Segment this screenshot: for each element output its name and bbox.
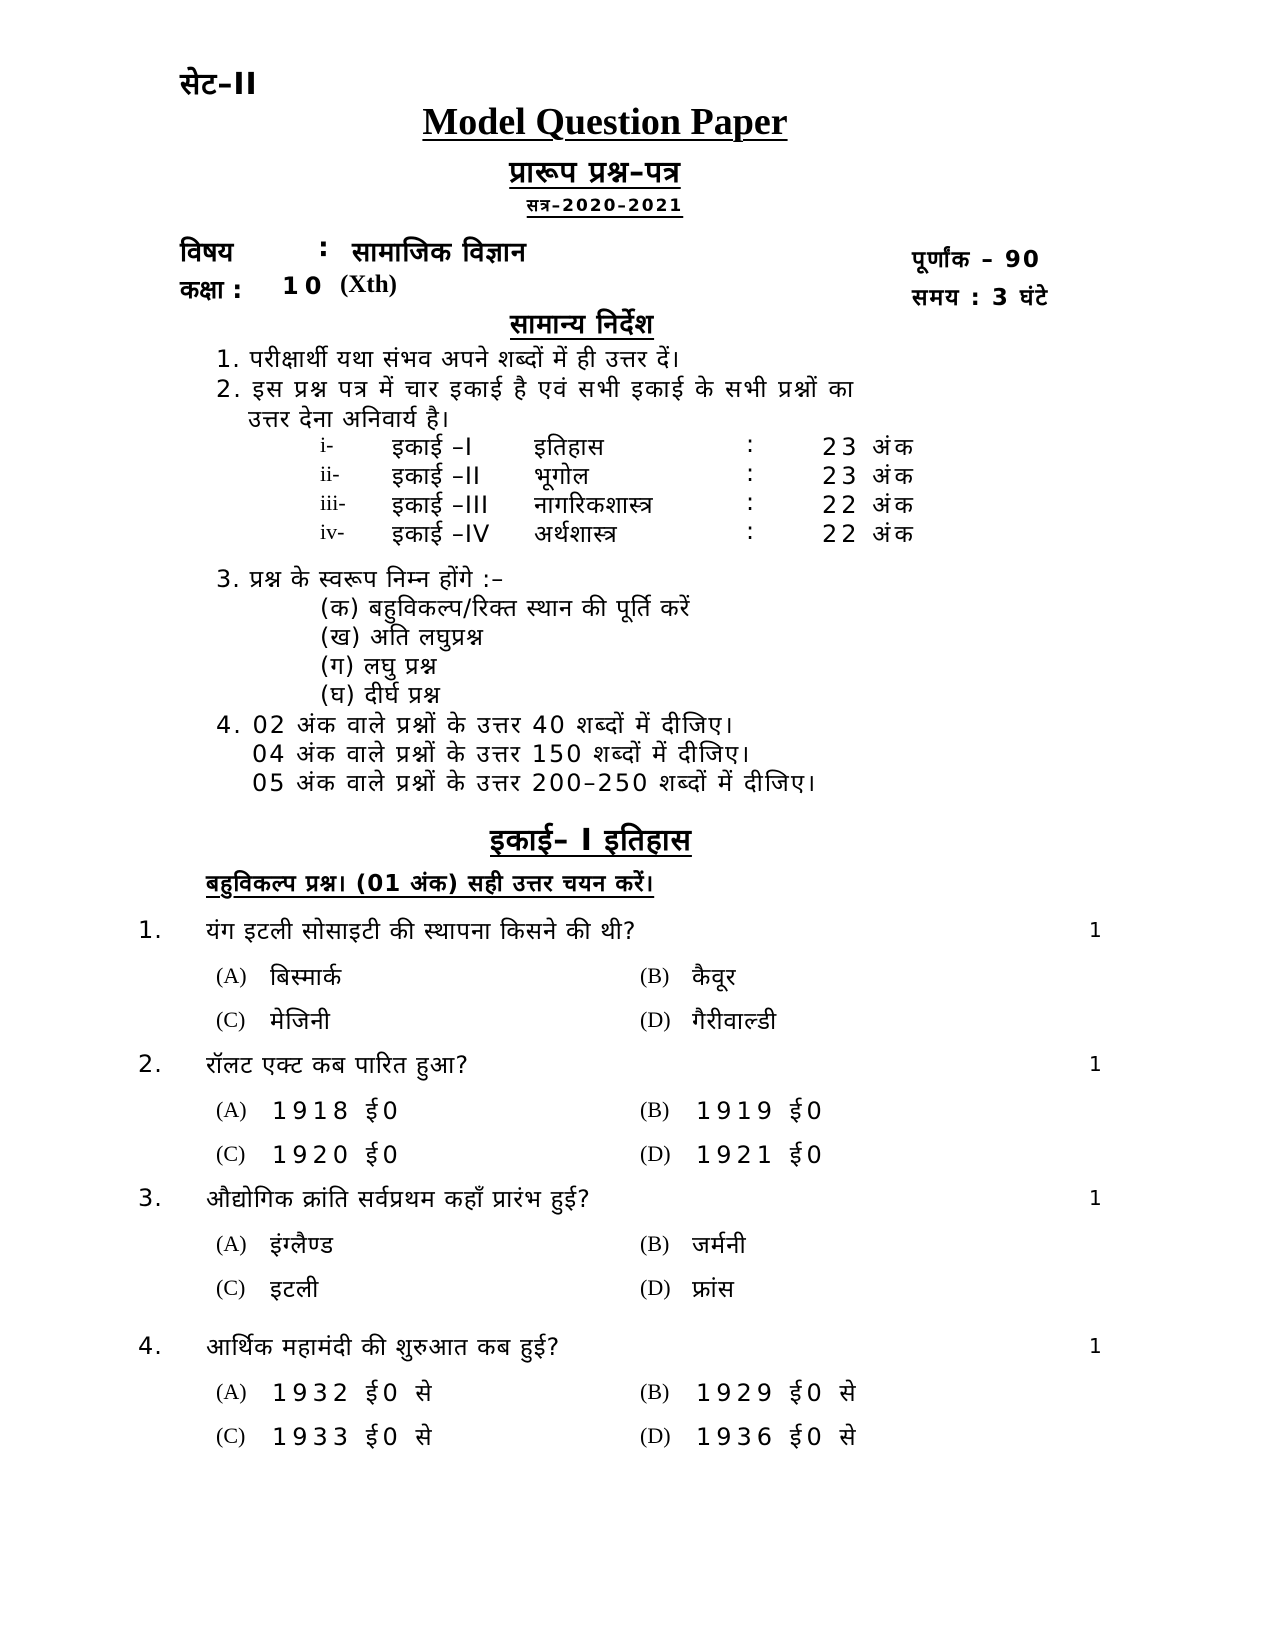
subject-label: विषय: [180, 237, 234, 268]
unit-marks: 23 अंक: [822, 462, 917, 490]
section-heading: इकाई– I इतिहास: [490, 823, 692, 858]
class-english: (Xth): [340, 271, 397, 298]
unit-separator: :: [746, 488, 756, 516]
unit-name: अर्थशास्त्र: [534, 520, 618, 548]
unit-label: इकाई –I: [392, 433, 473, 461]
unit-name: भूगोल: [534, 462, 590, 490]
instruction-2-cont: उत्तर देना अनिवार्य है।: [248, 405, 450, 433]
option-label: (B): [640, 1097, 670, 1122]
instruction-2: 2. इस प्रश्न पत्र में चार इकाई है एवं सभी इकाई के सभी प्रश्नों का: [216, 375, 856, 403]
question-text: औद्योगिक क्रांति सर्वप्रथम कहाँ प्रारंभ हुई?: [206, 1185, 591, 1213]
page-title-english: Model Question Paper: [422, 101, 788, 143]
question-text: आर्थिक महामंदी की शुरुआत कब हुई?: [206, 1333, 561, 1361]
option-label: (C): [216, 1007, 246, 1032]
instruction-3: 3. प्रश्न के स्वरूप निम्न होंगे :–: [216, 565, 505, 593]
unit-marks: 22 अंक: [822, 491, 917, 519]
unit-num: iii-: [320, 490, 346, 515]
option-text: गैरीवाल्डी: [692, 1007, 778, 1035]
option-label: (A): [216, 1379, 247, 1404]
class-label: कक्षा :: [180, 275, 243, 304]
instruction-1: 1. परीक्षार्थी यथा संभव अपने शब्दों में ही उत्तर दें।: [216, 345, 681, 373]
option-text: 1929 ई0 से: [696, 1379, 861, 1407]
unit-name: नागरिकशास्त्र: [534, 491, 654, 519]
option-label: (A): [216, 1231, 247, 1256]
page-title-hindi: प्रारूप प्रश्न–पत्र: [509, 155, 681, 190]
question-text: रॉलट एक्ट कब पारित हुआ?: [206, 1051, 470, 1079]
option-text: 1921 ई0: [696, 1141, 827, 1169]
instruction-4-line3: 05 अंक वाले प्रश्नों के उत्तर 200–250 शब्दों में दीजिए।: [252, 769, 818, 797]
option-label: (C): [216, 1423, 246, 1448]
unit-separator: :: [746, 517, 756, 545]
option-text: इटली: [270, 1275, 320, 1303]
session: सत्र–2020–2021: [526, 196, 684, 216]
set-label: सेट–II: [180, 67, 258, 102]
option-text: 1918 ई0: [272, 1097, 403, 1125]
section-subheading: बहुविकल्प प्रश्न। (01 अंक) सही उत्तर चयन करें।: [206, 871, 655, 897]
option-label: (B): [640, 1379, 670, 1404]
question-marks: 1: [1089, 1334, 1102, 1358]
option-text: मेजिनी: [270, 1007, 331, 1035]
option-label: (D): [640, 1007, 671, 1032]
unit-name: इतिहास: [534, 433, 605, 461]
unit-num: i-: [320, 432, 334, 457]
question-text: यंग इटली सोसाइटी की स्थापना किसने की थी?: [206, 917, 637, 945]
option-label: (C): [216, 1141, 246, 1166]
option-text: इंग्लैण्ड: [270, 1231, 335, 1259]
unit-marks: 23 अंक: [822, 433, 917, 461]
option-text: 1933 ई0 से: [272, 1423, 437, 1451]
option-label: (C): [216, 1275, 246, 1300]
unit-label: इकाई –III: [392, 491, 490, 519]
option-label: (A): [216, 963, 247, 988]
option-text: फ्रांस: [692, 1275, 735, 1303]
question-number: 3.: [138, 1184, 163, 1212]
question-marks: 1: [1089, 1052, 1102, 1076]
unit-separator: :: [746, 459, 756, 487]
option-text: 1936 ई0 से: [696, 1423, 861, 1451]
instructions-heading: सामान्य निर्देश: [510, 309, 655, 340]
option-text: बिस्मार्क: [270, 963, 343, 991]
option-text: जर्मनी: [692, 1231, 747, 1259]
max-marks: पूर्णांक – 90: [912, 247, 1041, 273]
question-number: 2.: [138, 1050, 163, 1078]
unit-num: iv-: [320, 519, 345, 544]
instruction-4-line2: 04 अंक वाले प्रश्नों के उत्तर 150 शब्दों में दीजिए।: [252, 740, 752, 768]
unit-label: इकाई –II: [392, 462, 482, 490]
instruction-4: 4. 02 अंक वाले प्रश्नों के उत्तर 40 शब्दों में दीजिए।: [216, 711, 735, 739]
option-text: 1920 ई0: [272, 1141, 403, 1169]
question-type: (घ) दीर्घ प्रश्न: [320, 681, 441, 709]
exam-time: समय : 3 घंटे: [912, 285, 1050, 311]
option-label: (D): [640, 1141, 671, 1166]
option-label: (A): [216, 1097, 247, 1122]
option-label: (D): [640, 1275, 671, 1300]
subject-separator: :: [318, 232, 329, 263]
unit-label: इकाई –IV: [392, 520, 491, 548]
option-label: (B): [640, 1231, 670, 1256]
question-type: (ख) अति लघुप्रश्न: [320, 623, 484, 651]
class-value: 10: [282, 272, 328, 300]
option-label: (D): [640, 1423, 671, 1448]
option-label: (B): [640, 963, 670, 988]
question-type: (ग) लघु प्रश्न: [320, 652, 438, 680]
unit-separator: :: [746, 430, 756, 458]
question-number: 4.: [138, 1332, 163, 1360]
option-text: 1919 ई0: [696, 1097, 827, 1125]
option-text: कैवूर: [692, 963, 737, 991]
question-marks: 1: [1089, 918, 1102, 942]
question-type: (क) बहुविकल्प/रिक्त स्थान की पूर्ति करें: [320, 594, 691, 622]
unit-num: ii-: [320, 461, 340, 486]
option-text: 1932 ई0 से: [272, 1379, 437, 1407]
subject-value: सामाजिक विज्ञान: [352, 237, 527, 268]
unit-marks: 22 अंक: [822, 520, 917, 548]
question-marks: 1: [1089, 1186, 1102, 1210]
question-number: 1.: [138, 916, 163, 944]
